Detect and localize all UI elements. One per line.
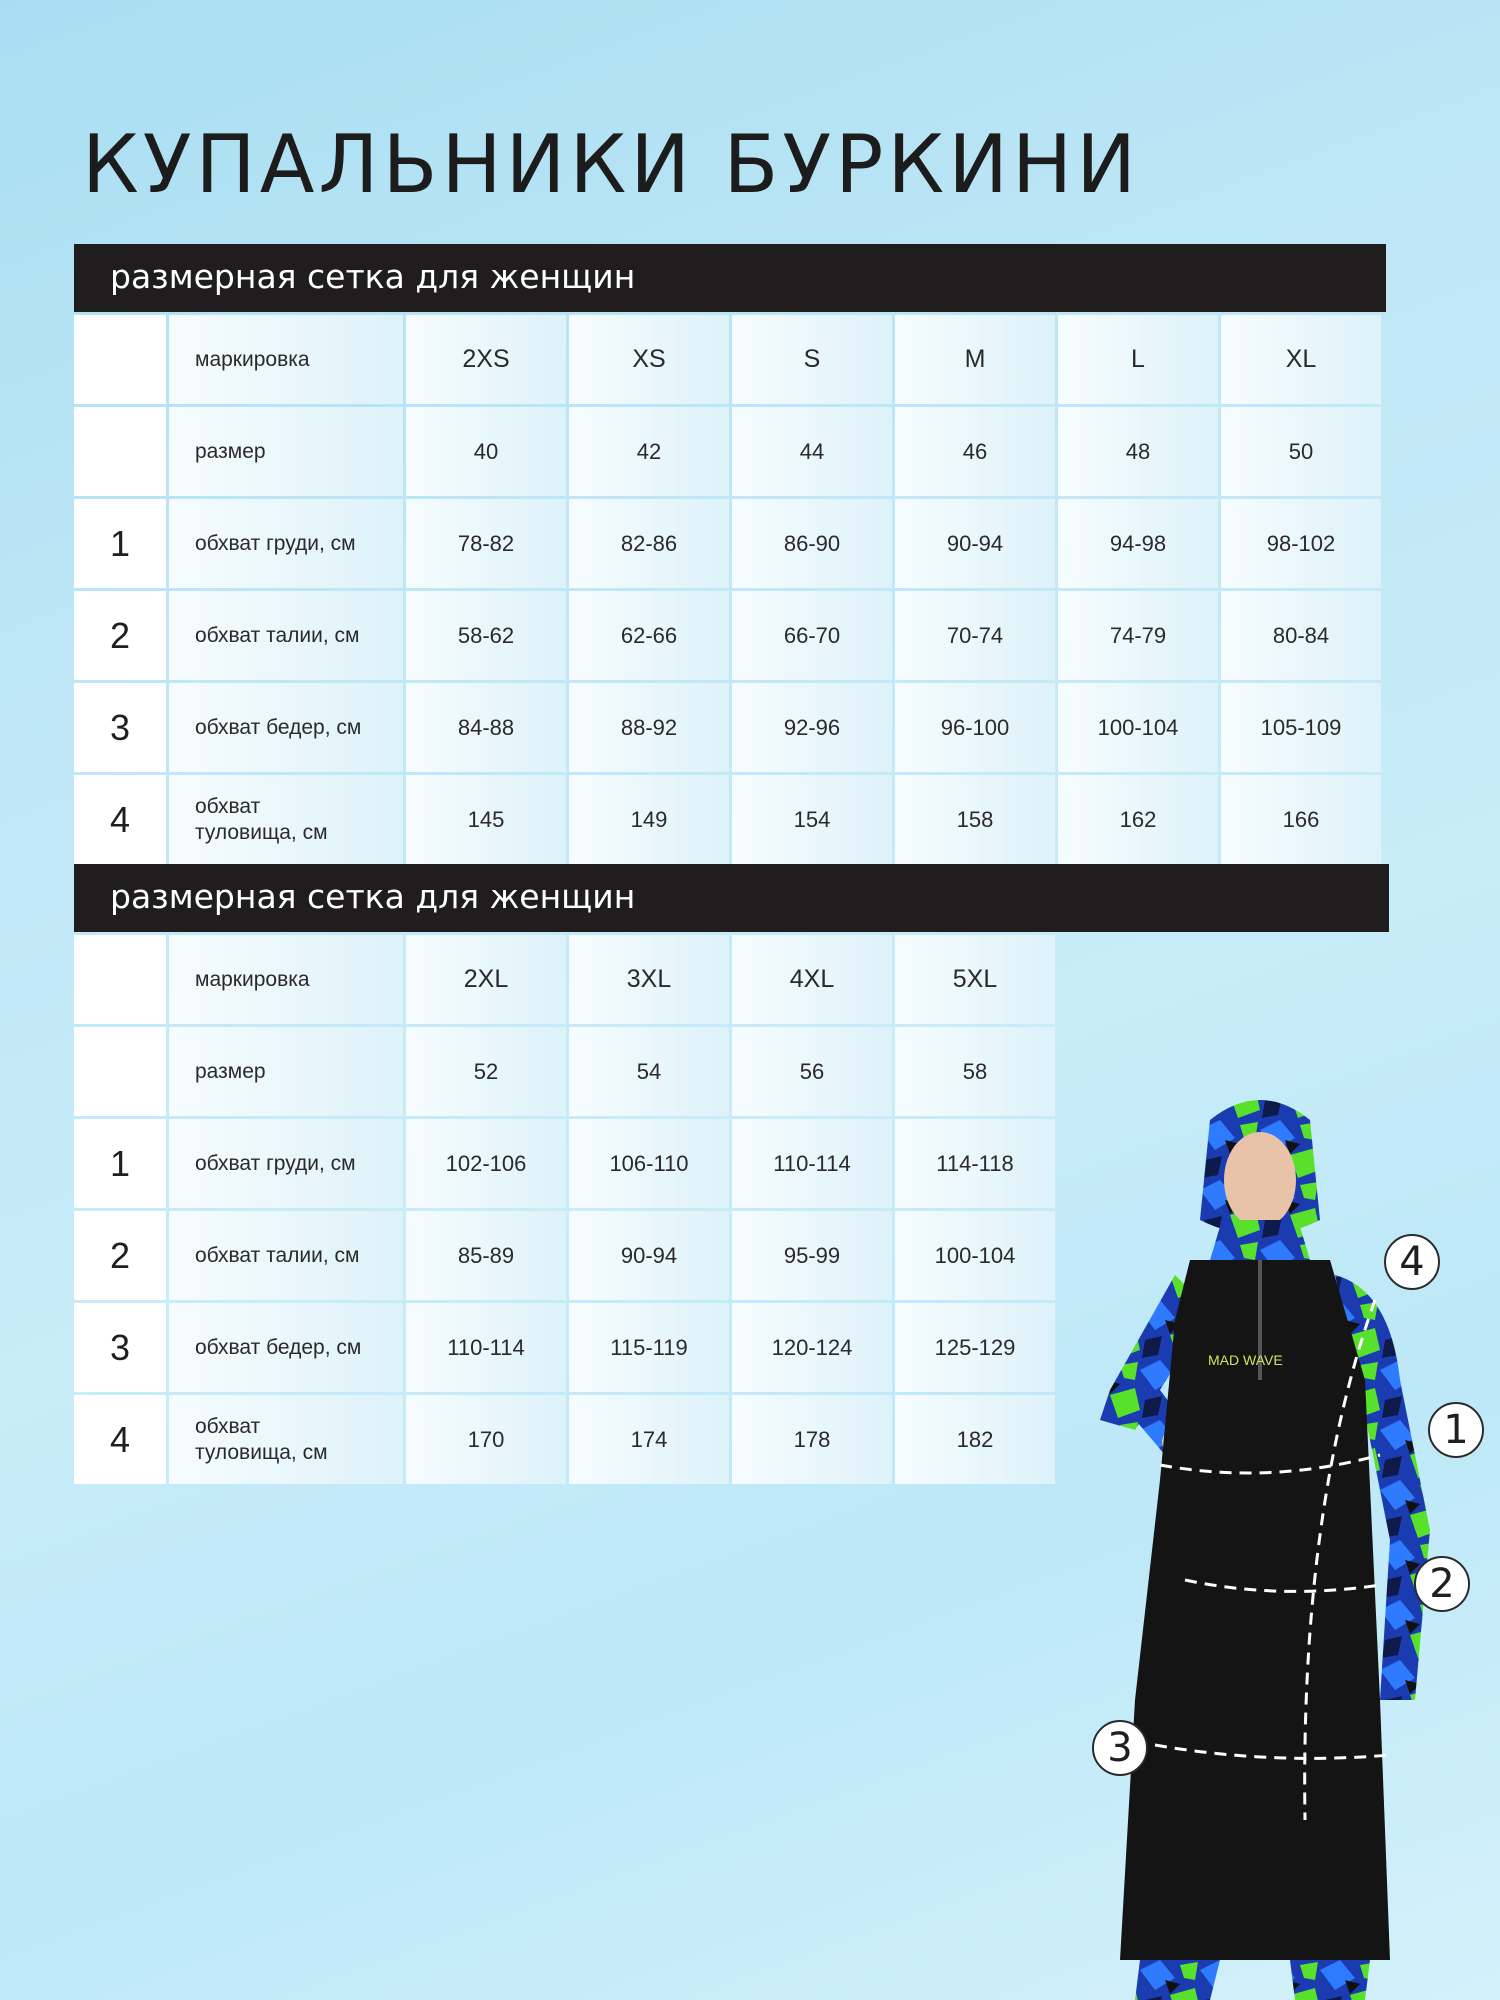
row-number: 2	[74, 591, 166, 680]
size-header-cell: L	[1058, 315, 1218, 404]
size-header-cell: 2XS	[406, 315, 566, 404]
table-cell: 84-88	[406, 683, 566, 772]
table-cell: 120-124	[732, 1303, 892, 1392]
table-cell: 56	[732, 1027, 892, 1116]
row-number: 3	[74, 683, 166, 772]
table-cell: 149	[569, 775, 729, 864]
table-heading: размерная сетка для женщин	[74, 244, 1386, 312]
row-number: 1	[74, 499, 166, 588]
row-label: размер	[169, 407, 403, 496]
table-cell: 78-82	[406, 499, 566, 588]
size-header-cell: S	[732, 315, 892, 404]
row-number: 4	[74, 1395, 166, 1484]
table-cell: 178	[732, 1395, 892, 1484]
table-cell: 70-74	[895, 591, 1055, 680]
table-cell: 166	[1221, 775, 1381, 864]
row-label: обхват груди, см	[169, 499, 403, 588]
table-cell: 115-119	[569, 1303, 729, 1392]
row-label: обхват бедер, см	[169, 683, 403, 772]
row-label: маркировка	[169, 315, 403, 404]
table-cell: 110-114	[732, 1119, 892, 1208]
row-number: 3	[74, 1303, 166, 1392]
table-cell: 40	[406, 407, 566, 496]
size-table-2	[74, 935, 1060, 1484]
model-illustration	[960, 1060, 1500, 2000]
table-heading: размерная сетка для женщин	[74, 864, 1389, 932]
table-cell: 54	[569, 1027, 729, 1116]
table-cell: 182	[895, 1395, 1055, 1484]
size-header-cell: XL	[1221, 315, 1381, 404]
table-cell: 82-86	[569, 499, 729, 588]
table-cell: 46	[895, 407, 1055, 496]
size-header-cell: 5XL	[895, 935, 1055, 1024]
row-label: обхват талии, см	[169, 591, 403, 680]
table-cell: 90-94	[569, 1211, 729, 1300]
table-cell: 52	[406, 1027, 566, 1116]
table-cell: 158	[895, 775, 1055, 864]
table-cell: 100-104	[1058, 683, 1218, 772]
table-cell: 58	[895, 1027, 1055, 1116]
marker-2: 2	[1414, 1556, 1470, 1612]
table-cell: 154	[732, 775, 892, 864]
size-header-cell: M	[895, 315, 1055, 404]
table-cell: 66-70	[732, 591, 892, 680]
face-shape	[1224, 1132, 1296, 1228]
row-label: обхват талии, см	[169, 1211, 403, 1300]
table-cell: 96-100	[895, 683, 1055, 772]
table-cell: 88-92	[569, 683, 729, 772]
table-cell: 58-62	[406, 591, 566, 680]
row-label: размер	[169, 1027, 403, 1116]
table-cell: 106-110	[569, 1119, 729, 1208]
table-cell: 48	[1058, 407, 1218, 496]
row-label: обхват бедер, см	[169, 1303, 403, 1392]
row-label: обхват туловища, см	[169, 1395, 403, 1484]
row-label: обхват груди, см	[169, 1119, 403, 1208]
table-cell: 42	[569, 407, 729, 496]
size-header-cell: XS	[569, 315, 729, 404]
table-cell: 100-104	[895, 1211, 1055, 1300]
table-cell: 90-94	[895, 499, 1055, 588]
row-number	[74, 407, 166, 496]
table-cell: 85-89	[406, 1211, 566, 1300]
size-table-1	[74, 315, 1386, 864]
table-cell: 105-109	[1221, 683, 1381, 772]
table-cell: 145	[406, 775, 566, 864]
table-cell: 44	[732, 407, 892, 496]
size-header-cell: 2XL	[406, 935, 566, 1024]
table-cell: 170	[406, 1395, 566, 1484]
row-number: 4	[74, 775, 166, 864]
row-label: маркировка	[169, 935, 403, 1024]
table-cell: 74-79	[1058, 591, 1218, 680]
table-cell: 92-96	[732, 683, 892, 772]
row-number	[74, 1027, 166, 1116]
table-cell: 114-118	[895, 1119, 1055, 1208]
table-cell: 162	[1058, 775, 1218, 864]
table-cell: 95-99	[732, 1211, 892, 1300]
table-cell: 110-114	[406, 1303, 566, 1392]
row-number	[74, 315, 166, 404]
size-chart-section-1	[74, 244, 1386, 864]
size-header-cell: 3XL	[569, 935, 729, 1024]
table-cell: 50	[1221, 407, 1381, 496]
table-cell: 94-98	[1058, 499, 1218, 588]
brand-logo: MAD WAVE	[1208, 1352, 1283, 1368]
table-cell: 80-84	[1221, 591, 1381, 680]
row-number: 1	[74, 1119, 166, 1208]
row-number: 2	[74, 1211, 166, 1300]
size-header-cell: 4XL	[732, 935, 892, 1024]
table-cell: 102-106	[406, 1119, 566, 1208]
row-number	[74, 935, 166, 1024]
page-title: КУПАЛЬНИКИ БУРКИНИ	[82, 118, 1141, 211]
marker-4: 4	[1384, 1234, 1440, 1290]
table-cell: 125-129	[895, 1303, 1055, 1392]
marker-1: 1	[1428, 1402, 1484, 1458]
row-label: обхват туловища, см	[169, 775, 403, 864]
marker-3: 3	[1092, 1720, 1148, 1776]
table-cell: 98-102	[1221, 499, 1381, 588]
table-cell: 62-66	[569, 591, 729, 680]
table-cell: 174	[569, 1395, 729, 1484]
table-cell: 86-90	[732, 499, 892, 588]
